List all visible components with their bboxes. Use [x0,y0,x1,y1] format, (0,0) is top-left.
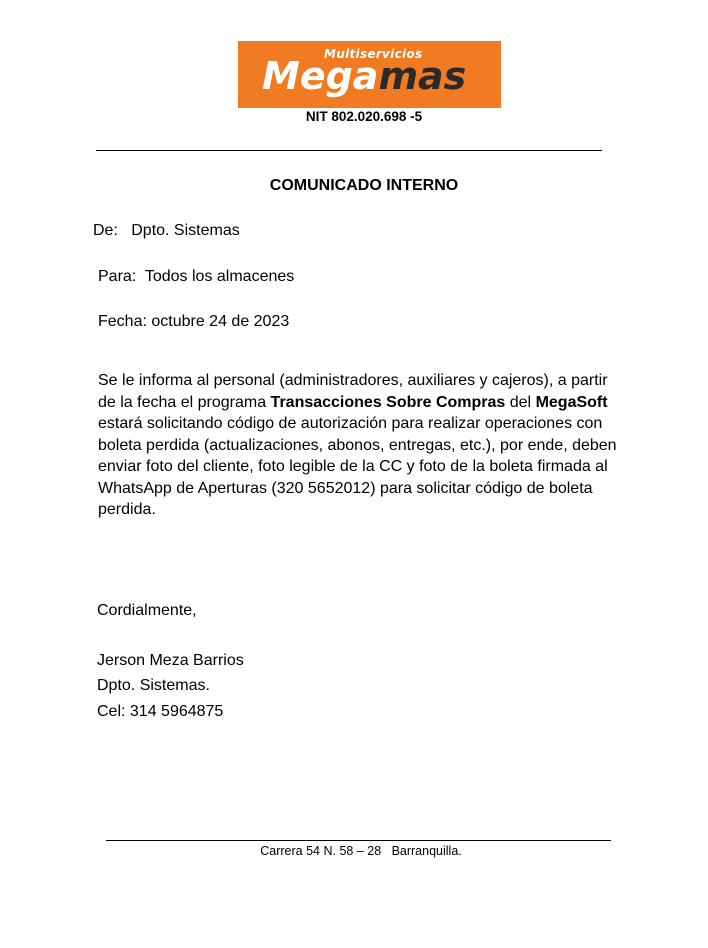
body-text-1: Se le informa al personal (administradores, auxiliares y cajeros), a partir de la fecha el programa [98,372,608,411]
message-body [98,370,618,521]
program-name: Transacciones Sobre Compras [270,393,506,411]
header-divider [96,150,602,151]
signature-department: Dpto. Sistemas. [97,677,210,694]
logo-wordmark [262,53,497,99]
logo-word-mas: mas [378,54,467,98]
software-name: MegaSoft [535,393,608,411]
company-nit: NIT 802.020.698 -5 [305,109,423,124]
body-text-2: del [505,393,536,411]
from-line: De: Dpto. Sistemas [93,222,240,239]
company-logo [238,41,501,108]
signature-name: Jerson Meza Barrios [97,652,244,669]
body-text-3: estará solicitando código de autorización para realizar operaciones con boleta perdida (actualizaciones, abonos, entregas, etc.), por ende, deben enviar foto del cliente, foto legible de la CC y foto de la boleta firmada al WhatsApp de Aperturas (320 5652012) para solicitar código de boleta perdida. [98,415,617,518]
signature-phone: Cel: 314 5964875 [97,703,224,720]
footer-divider [106,840,611,841]
closing: Cordialmente, [97,602,197,619]
to-line: Para: Todos los almacenes [98,268,295,285]
footer-address: Carrera 54 N. 58 – 28 Barranquilla. [260,844,462,858]
date-line: Fecha: octubre 24 de 2023 [98,313,290,330]
logo-subtitle: Multiservicios [324,47,423,61]
logo-word-mega: Mega [262,54,379,98]
document-title: COMUNICADO INTERNO [269,177,459,194]
